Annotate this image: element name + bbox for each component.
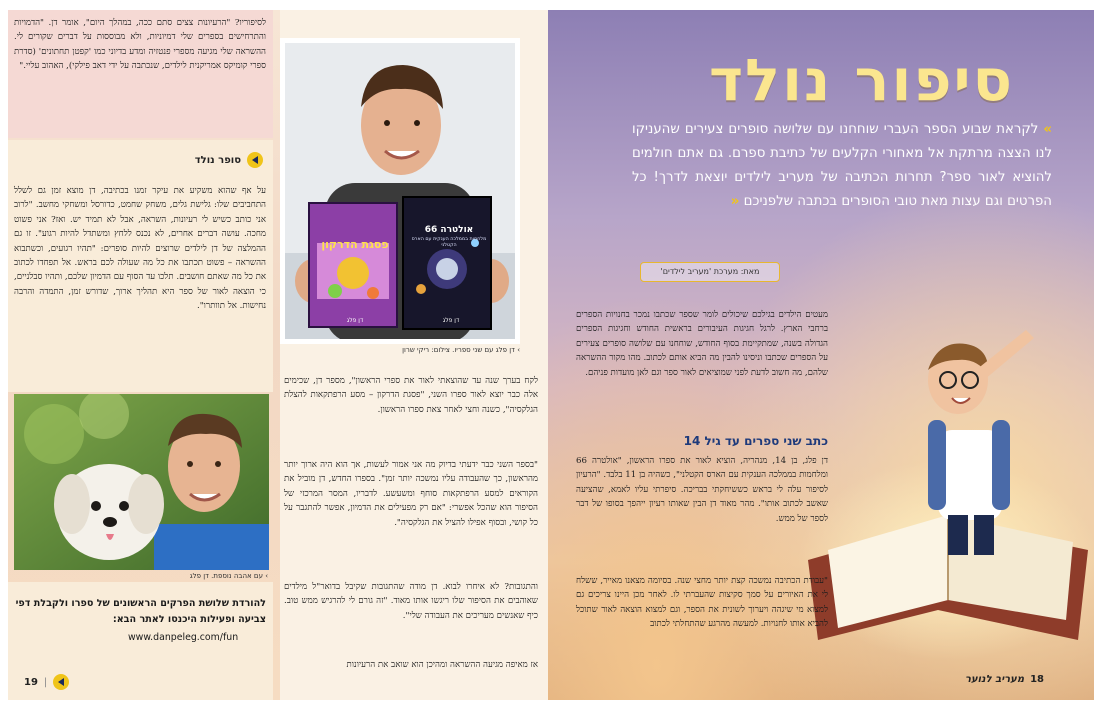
photo-boy-with-books-image	[285, 43, 515, 339]
center-column	[280, 10, 548, 700]
book-ultra-author: דן פלג	[442, 317, 460, 324]
center-paragraph-1: לקח בערך שנה עד שהוצאתי לאור את ספרי הראשון", מספר דן, שכימים אלה כבר יוצא לאור ספרו השני, "פסגת הדרקון – מסע הרפתקאות להצלת הגלקסיה", כשנה וחצי לאחר צאת ספרו הראשון.	[284, 376, 538, 415]
book-ultra-title: אולטרה 66	[424, 225, 474, 235]
open-quote-icon: »	[1043, 122, 1052, 137]
photo-boy-with-books	[280, 38, 520, 344]
cta-panel	[8, 582, 273, 700]
left-page-number	[24, 674, 69, 690]
caption-books-arrow-icon: ›	[517, 346, 520, 354]
cta-text: להורדת שלושת הפרקים הראשונים של ספרו ולקבלת דפי צביעה ופעילות היכנסו לאתר הבא:	[15, 598, 266, 625]
book-cover-dragon	[309, 203, 397, 327]
cta-url-link[interactable]: www.danpeleg.com/fun	[128, 632, 239, 643]
top-quote-panel	[8, 10, 273, 138]
photo-caption-books	[340, 346, 520, 354]
back-arrow-icon	[247, 152, 263, 168]
section-body-text: על אף שהוא משקיע את עיקר זמנו בכתיבה, דן מוצא זמן גם לשלל התחביבים שלו: גלישת גלים, משחק שחמט, כדורסל ומשחקי מחשב. "לרוב אני כותב כשיש לי רעיונות, השראה, אבל לא תמיד יש. ואז? אני פשוט מחכה. עושה דברים אחרים, לא נכנס ללחץ ומשתדל להיות רגוע". זו גם ההמלצה של דן לילדים שרוצים להיות סופרים: "תהיו רגועים, וכשתבוא ההשראה – פשוט תכתבו את כל מה שעולה לכם בראש. אל תפחדו לכתוב את כל מה שאתם חושבים. תלכו עד הסוף עם הדמיון שלכם, ותהיו סבלניים, כי הוצאה לאור של ספר היא תהליך ארוך, שדורש זמן, התמדה והרבה נחישות. אל תוותרו".	[14, 186, 266, 312]
right-page-number: 18	[1030, 674, 1044, 685]
article-byline: מאת: מערכת 'מעריב לילדים'	[640, 262, 780, 282]
section-heading	[195, 152, 263, 168]
article-subheading: כתב שני ספרים עד גיל 14	[683, 434, 828, 448]
center-paragraph-4: אז מאיפה מגיעה ההשראה ומהיכן הוא שואב את הרעיונות	[346, 660, 538, 670]
article-intro	[632, 118, 1052, 214]
book-cover-ultra	[403, 197, 491, 329]
center-paragraph-3: והתגובות? לא איחרו לבוא. דן מודה שהתגובות שקיבל בדואר"ל מילדים שאוהבים את הסיפור שלו ריגשו אותו מאוד. "זה גורם לי להרגיש ממש טוב. כיף שאנשים מעריכים את העבודה שלי".	[284, 582, 538, 621]
photo-caption-dog-text: עם אהבה נוספת. דן פלג	[189, 572, 263, 580]
photo-boy-with-dog-image	[14, 394, 269, 570]
section-heading-text: סופר נולד	[194, 154, 241, 166]
book-ultra-subtitle: מלחמות בממלכה הענקית עם הארס הקטלני	[411, 237, 487, 248]
article-body-paragraph-1: מעטים הילדים בגילכם שיכולים לומר שספר שכתבו נמכר בחנויות הספרים ברחבי הארץ. לרגל חגיגות העיבורים בראשית החודש וחגיגות הספרים הגדולה בשנה, שמתקיימת בסוף החודש, שוחחנו עם שלושה סופרים צעירים על הספרים שכתבו וניסינו להבין מה הביא אותם לכתוב. מהו מקור ההשראה שלהם, מה חשוב לדעת לפני שמוציאים לאור ספר וגם לאן מועדות פניהם.	[576, 310, 828, 378]
right-page	[548, 10, 1094, 700]
book-dragon-title: פסגת הדרקון	[321, 238, 389, 251]
masthead-logo: מעריב לנוער	[964, 674, 1025, 685]
article-intro-text: לקראת שבוע הספר העברי שוחחנו עם שלושה סופרים צעירים שהעניקו לנו הצצה מרתקת אל מאחורי הקלעים של כתיבת ספרם. גם אתם חולמים להוציא לאור ספר? תחרות הכתיבה של מעריב לילדים יוצאת לדרך! כל הפרטים וגם עצות מאת טובי הסופרים בכתבה שלפניכם	[632, 122, 1052, 209]
top-quote-text: לסיפוריו? "הרעיונות צצים סתם ככה, במהלך היום", אומר דן. "הדמויות והתרחישים בספרים שלי דמיוניות, ולא מבוססות על דברים שקורים לי. ההשראה שלי מגיעה מספרי פנטזיה ומדע בדיוני כמו 'קפטן תחתונים' (סדרת ספרי קומיקס אמריקנית לילדים, שנכתבה על ידי דאב פילקי), האהוב עליי."	[14, 18, 266, 72]
left-page-number-text: 19	[24, 676, 38, 688]
section-panel	[8, 140, 273, 392]
center-paragraph-2: "בספר השני כבר ידעתי בדיוק מה אני אמור לעשות, אך הוא היה ארוך יותר מהראשון, כך שהעבודה עליו נמשכה יותר זמן". בספרו החדש, דן מוביל את הקוראים למסע הרפתקאות סוחף ומשעשע. לדבריו, המסר המרכזי של הסיפור הוא שהכל אפשרי: "אם רק מפעילים את הדמיון, אפשר להתגבר על כל קושי, ובסוף אפילו להציל את הגלקסיה".	[284, 460, 538, 528]
article-body-paragraph-3: "עבודת הכתיבה נמשכה קצת יותר מחצי שנה. בסיומה מצאנו מאייר, ששלח לי את האיורים על סמך סקיצות שהעברתי לו. לאחר מכן היינו צריכים גם למצוא מי שיגהה ויערוך לשונית את הספר, וגם למצוא הוצאה לאור שתוכל להביא אותו לחנויות. למעשה מהרגע שהתחלתי לכתוב	[576, 576, 828, 630]
right-page-footer	[965, 674, 1044, 685]
book-dragon-author: דן פלג	[346, 317, 364, 324]
close-quote-icon: «	[730, 194, 740, 209]
boy-on-book-illustration	[788, 310, 1094, 700]
article-body-paragraph-2: דן פלג, בן 14, מנהריה, הוציא לאור את ספרו הראשון, "אולטרה 66 ומלחמות בממלכה הענקית עם הארס הקטלני", כשהיה בן 11 בלבד. "הרעיון לסיפור עלה לי בראש כששיחקתי בבריכה. סיפרתי עליו לאמא, שהציעה שאשב לכתוב אותו". מהר מאוד דן הבין שאותו רעיון ייהפך בסופו של דבר לספר של ממש.	[576, 456, 828, 524]
article-title: סיפור נולד	[708, 46, 1014, 114]
caption-arrow-icon: ›	[265, 572, 268, 580]
page-divider: |	[43, 676, 48, 688]
left-page	[8, 10, 548, 700]
page-arrow-icon	[53, 674, 69, 690]
photo-caption-dog	[108, 572, 268, 580]
photo-caption-books-text: דן פלג עם שני ספריו. צילום: ריקי שרון	[402, 346, 515, 354]
photo-boy-with-dog	[14, 394, 269, 570]
